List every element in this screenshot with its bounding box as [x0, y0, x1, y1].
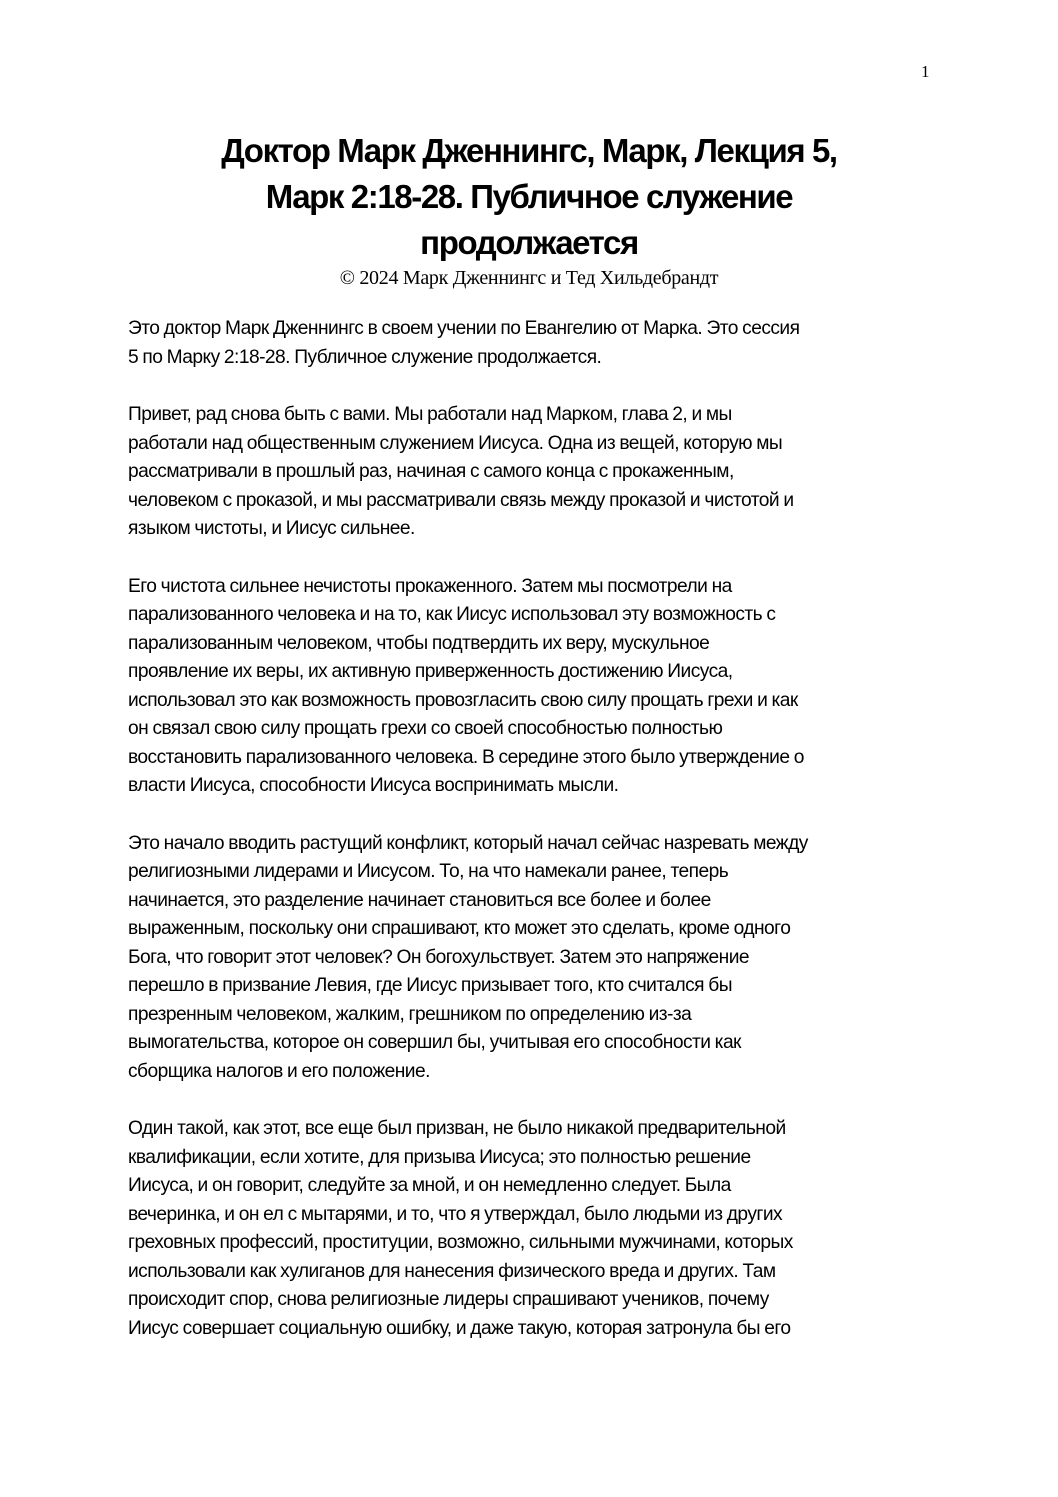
text-line: презренным человеком, жалким, грешником по определению из-за: [128, 1003, 692, 1025]
text-line: Это начало вводить растущий конфликт, который начал сейчас назревать между: [128, 832, 808, 854]
paragraph: [128, 1115, 938, 1343]
text-line: Один такой, как этот, все еще был призван, не было никакой предварительной: [128, 1118, 786, 1139]
text-line: восстановить парализованного человека. В середине этого было утверждение о: [128, 746, 804, 768]
text-line: начинается, это разделение начинает становиться все более и более: [128, 889, 711, 911]
text-line: Это доктор Марк Дженнингс в своем учении по Евангелию от Марка. Это сессия: [128, 318, 800, 339]
text-line: человеком с проказой, и мы рассматривали связь между проказой и чистотой и: [128, 489, 794, 511]
paragraph-intro: [128, 315, 938, 372]
text-line: Иисуса, и он говорит, следуйте за мной, и он немедленно следует. Была: [128, 1175, 731, 1196]
text-line: власти Иисуса, способности Иисуса воспринимать мысли.: [128, 775, 619, 796]
title-line: Марк 2:18-28. Публичное служение: [265, 178, 793, 215]
paragraph: [128, 573, 938, 801]
text-line: парализованным человеком, чтобы подтвердить их веру, мускульное: [128, 632, 710, 654]
text-line: вечеринка, и он ел с мытарями, и то, что я утверждал, было людьми из других: [128, 1203, 783, 1225]
title-line: продолжается: [420, 224, 638, 261]
paragraph: [128, 401, 938, 544]
text-line: Иисус совершает социальную ошибку, и даже такую, которая затронула бы его: [128, 1317, 791, 1339]
text-line: перешло в призвание Левия, где Иисус призывает того, кто считался бы: [128, 975, 732, 996]
text-line: выраженным, поскольку они спрашивают, кто может это сделать, кроме одного: [128, 918, 791, 939]
document-body: [128, 315, 938, 1372]
document-header: [0, 128, 1058, 290]
document-title: [0, 128, 1058, 266]
text-line: происходит спор, снова религиозные лидеры спрашивают учеников, почему: [128, 1289, 769, 1310]
text-line: работали над общественным служением Иисуса. Одна из вещей, которую мы: [128, 432, 783, 454]
text-line: сборщика налогов и его положение.: [128, 1060, 430, 1082]
text-line: греховных профессий, проституции, возможно, сильными мужчинами, которых: [128, 1232, 793, 1253]
text-line: проявление их веры, их активную приверженность достижению Иисуса,: [128, 661, 733, 682]
text-line: парализованного человека и на то, как Иисус использовал эту возможность с: [128, 604, 776, 625]
page-number: 1: [921, 62, 930, 81]
text-line: он связал свою силу прощать грехи со своей способностью полностью: [128, 718, 723, 739]
title-line: Доктор Марк Дженнингс, Марк, Лекция 5,: [221, 132, 837, 169]
text-line: Привет, рад снова быть с вами. Мы работали над Марком, глава 2, и мы: [128, 404, 732, 425]
text-line: рассматривали в прошлый раз, начиная с самого конца с прокаженным,: [128, 461, 734, 482]
text-line: вымогательства, которое он совершил бы, учитывая его способности как: [128, 1032, 741, 1053]
text-line: квалификации, если хотите, для призыва Иисуса; это полностью решение: [128, 1146, 751, 1168]
text-line: языком чистоты, и Иисус сильнее.: [128, 518, 415, 539]
text-line: Его чистота сильнее нечистоты прокаженного. Затем мы посмотрели на: [128, 575, 732, 597]
copyright-line: © 2024 Марк Дженнингс и Тед Хильдебрандт: [339, 267, 719, 289]
paragraph: [128, 830, 938, 1087]
text-line: религиозными лидерами и Иисусом. То, на что намекали ранее, теперь: [128, 861, 729, 882]
text-line: 5 по Марку 2:18-28. Публичное служение продолжается.: [128, 346, 602, 368]
text-line: использовал это как возможность провозгласить свою силу прощать грехи и как: [128, 689, 798, 711]
text-line: Бога, что говорит этот человек? Он богохульствует. Затем это напряжение: [128, 946, 749, 968]
text-line: использовали как хулиганов для нанесения физического вреда и других. Там: [128, 1260, 776, 1282]
